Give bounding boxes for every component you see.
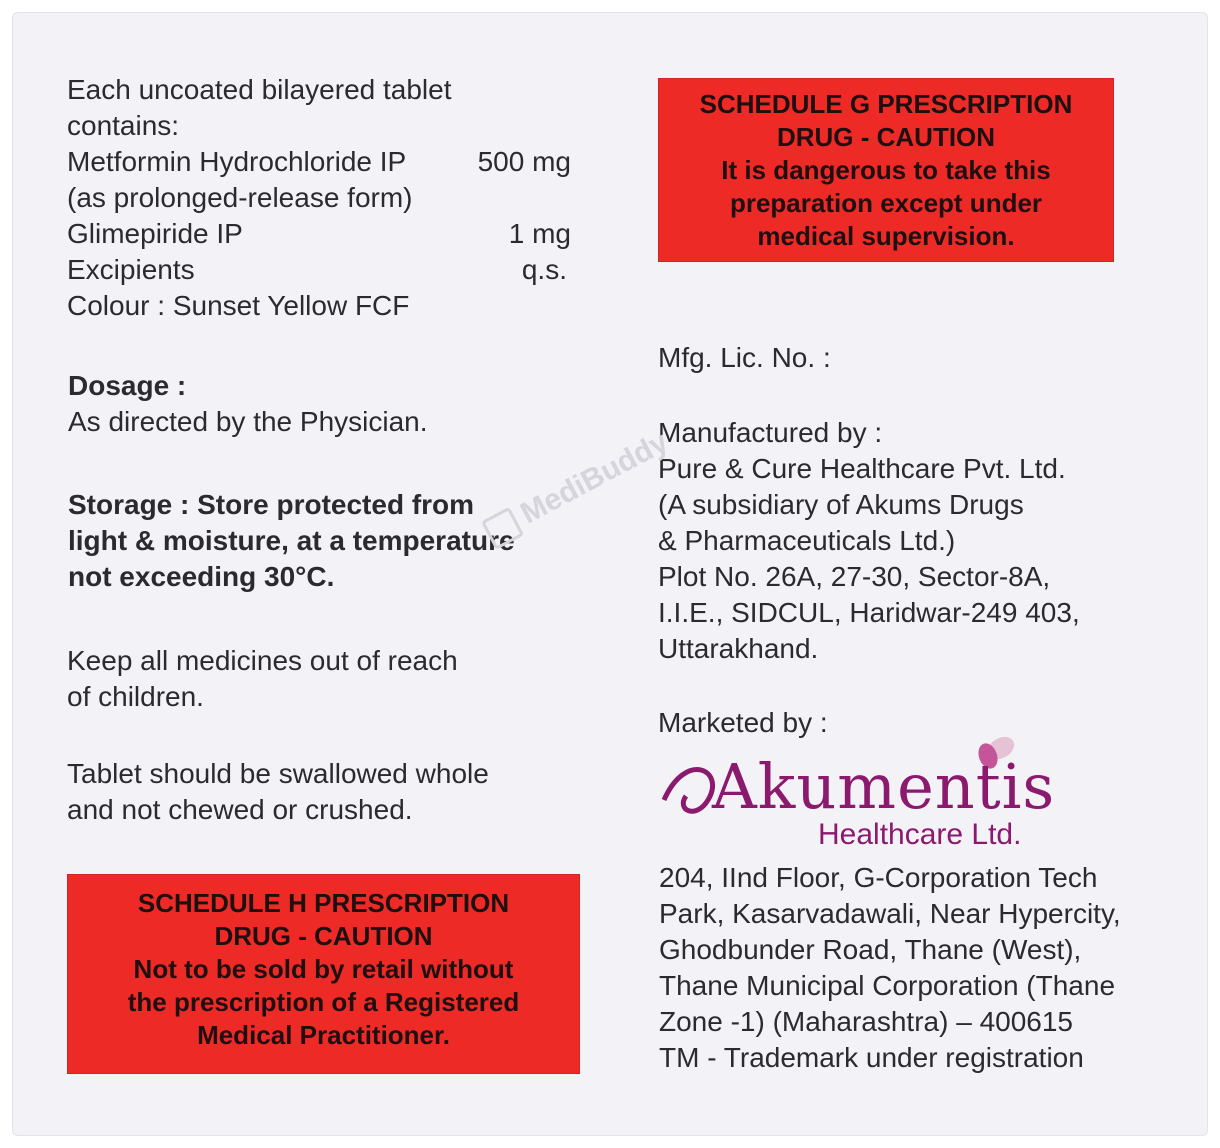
schedule-g-line: medical supervision.	[757, 221, 1015, 251]
schedule-h-line: SCHEDULE H PRESCRIPTION	[137, 888, 510, 918]
ingredient-qty: 500 mg	[477, 146, 571, 177]
manufacturer-subsidiary: & Pharmaceuticals Ltd.)	[658, 525, 956, 556]
manufacturer-subsidiary: (A subsidiary of Akums Drugs	[658, 489, 1024, 520]
marketer-address-line: Ghodbunder Road, Thane (West),	[659, 934, 1082, 965]
composition-intro-2: contains:	[67, 110, 180, 141]
marketer-address-line: Zone -1) (Maharashtra) – 400615	[659, 1006, 1073, 1037]
ingredient-name: Metformin Hydrochloride IP	[67, 146, 407, 177]
schedule-g-line: It is dangerous to take this	[721, 155, 1051, 185]
dosage-heading: Dosage :	[68, 370, 187, 401]
storage-line: light & moisture, at a temperature	[68, 525, 515, 556]
brand-name: Akumentis	[712, 750, 1056, 823]
composition-row	[67, 180, 571, 216]
manufacturer-label: Manufactured by :	[658, 417, 883, 448]
composition-row	[67, 144, 571, 180]
swallow-line: and not chewed or crushed.	[67, 794, 413, 825]
children-warning-line: of children.	[67, 681, 204, 712]
composition-intro-1: Each uncoated bilayered tablet	[67, 74, 452, 105]
watermark-text: MediBuddy	[515, 425, 674, 531]
ingredient-qty: q.s.	[521, 254, 567, 285]
manufacturer-name: Pure & Cure Healthcare Pvt. Ltd.	[658, 453, 1066, 484]
schedule-h-caution-box	[67, 874, 580, 1074]
swallow-instruction	[67, 756, 489, 828]
marketer-address-block	[659, 860, 1121, 1076]
schedule-g-caution-box	[658, 78, 1114, 262]
schedule-h-line: Not to be sold by retail without	[133, 954, 514, 984]
schedule-g-line: DRUG - CAUTION	[776, 122, 996, 152]
composition-block	[67, 72, 571, 324]
marketer-address-line: 204, IInd Floor, G-Corporation Tech	[659, 862, 1098, 893]
manufacturer-address: Uttarakhand.	[658, 633, 819, 664]
ingredient-name: Excipients	[67, 254, 195, 285]
ingredient-name: Glimepiride IP	[67, 218, 243, 249]
children-warning-line: Keep all medicines out of reach	[67, 645, 458, 676]
composition-row	[67, 252, 571, 288]
mfg-licence: Mfg. Lic. No. :	[658, 342, 831, 373]
dosage-block	[68, 368, 428, 440]
trademark-note: TM - Trademark under registration	[659, 1042, 1084, 1073]
colour-line: Colour : Sunset Yellow FCF	[67, 290, 410, 321]
swallow-line: Tablet should be swallowed whole	[67, 758, 489, 789]
storage-line: not exceeding 30°C.	[68, 561, 335, 592]
marketer-address-line: Thane Municipal Corporation (Thane	[659, 970, 1116, 1001]
marketer-label: Marketed by :	[658, 707, 828, 738]
akumentis-logo	[656, 730, 1076, 860]
schedule-g-line: SCHEDULE G PRESCRIPTION	[699, 89, 1073, 119]
manufacturer-block	[658, 415, 1080, 667]
schedule-h-line: the prescription of a Registered	[127, 987, 520, 1017]
children-warning	[67, 643, 458, 715]
manufacturer-address: Plot No. 26A, 27-30, Sector-8A,	[658, 561, 1051, 592]
brand-subtitle: Healthcare Ltd.	[818, 818, 1022, 851]
manufacturer-address: I.I.E., SIDCUL, Haridwar-249 403,	[658, 597, 1080, 628]
ingredient-name: (as prolonged-release form)	[67, 182, 413, 213]
schedule-h-line: Medical Practitioner.	[197, 1020, 450, 1050]
composition-row	[67, 216, 571, 252]
schedule-h-line: DRUG - CAUTION	[214, 921, 433, 951]
ingredient-qty: 1 mg	[508, 218, 571, 249]
schedule-g-line: preparation except under	[729, 188, 1043, 218]
storage-block	[68, 487, 515, 595]
marketer-address-line: Park, Kasarvadawali, Near Hypercity,	[659, 898, 1121, 929]
dosage-text: As directed by the Physician.	[68, 406, 428, 437]
storage-line: Storage : Store protected from	[68, 489, 475, 520]
